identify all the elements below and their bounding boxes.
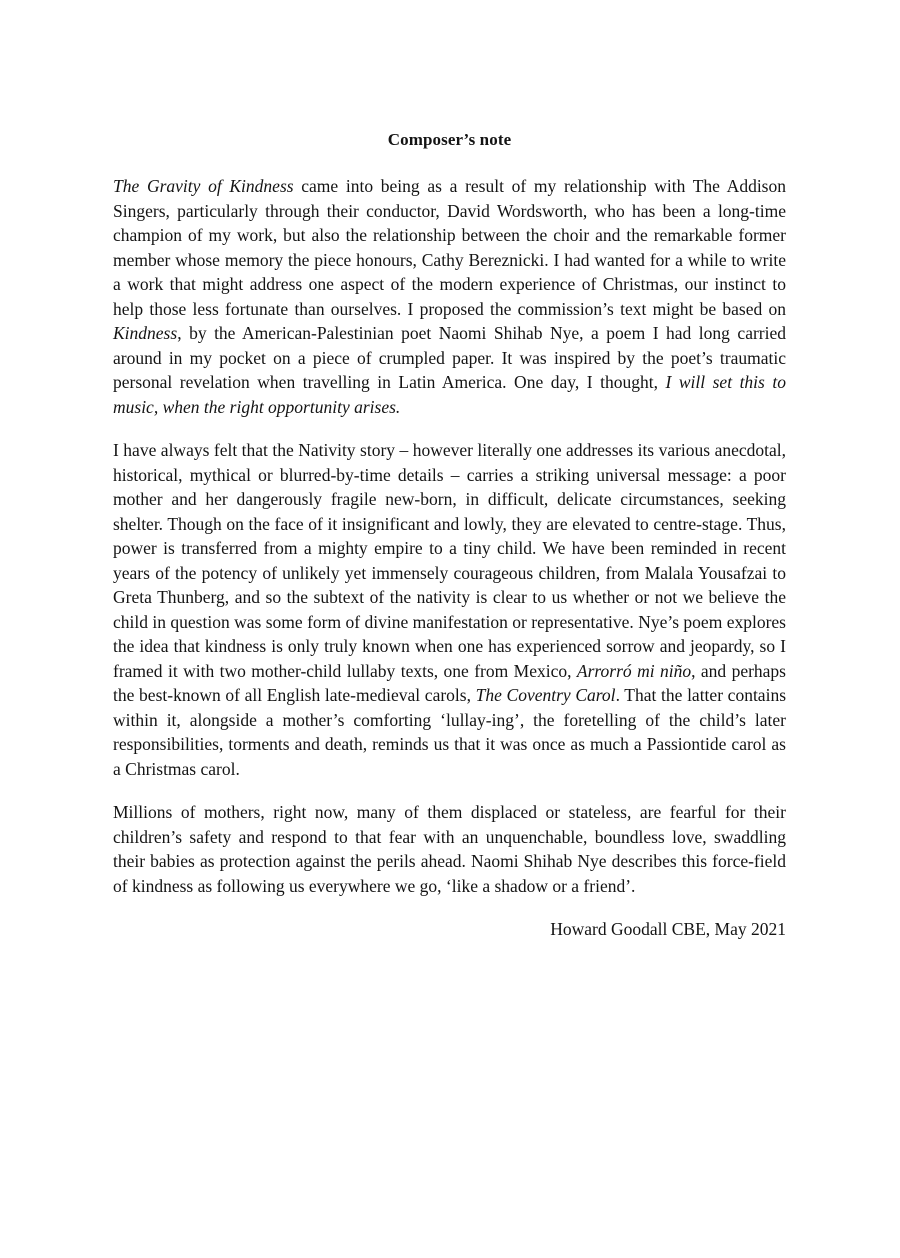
text-run: came into being as a result of my relationship with The Addison Singers, particularly through their conductor, David Wordsworth, who has been a long-time champion of my work, but also the relationship between the choir and the remarkable former member whose memory the piece honours, Cathy Bereznicki. I had wanted for a while to write a work that might address one aspect of the modern experience of Christmas, our instinct to help those less fortunate than ourselves. I proposed the commission’s text might be based on	[113, 176, 786, 319]
paragraph-2	[113, 438, 786, 781]
text-run: , by the American-Palestinian poet Naomi Shihab Nye, a poem I had long carried around in my pocket on a piece of crumpled paper. It was inspired by the poet’s traumatic personal revelation when travelling in Latin America. One day, I thought,	[113, 323, 786, 392]
italic-run: Arrorró mi niño	[576, 660, 692, 681]
paragraph-1	[113, 174, 786, 419]
italic-run: I will set this to music, when the right opportunity arises.	[113, 372, 786, 417]
text-run: Millions of mothers, right now, many of them displaced or stateless, are fearful for their children’s safety and respond to that fear with an unquenchable, boundless love, swaddling their babies as protection against the perils ahead. Naomi Shihab Nye describes this force-field of kindness as following us everywhere we go, ‘like a shadow or a friend’.	[113, 802, 786, 896]
text-run: , and perhaps the best-known of all English late-medieval carols,	[113, 660, 786, 705]
text-column	[113, 130, 786, 942]
paragraph-3	[113, 800, 786, 898]
text-run: . That the latter contains within it, alongside a mother’s comforting ‘lullay-ing’, the foretelling of the child’s later responsibilities, torments and death, reminds us that it was once as much a Passiontide carol as a Christmas carol.	[113, 685, 787, 779]
italic-run: Kindness	[113, 323, 178, 343]
page-title: Composer’s note	[387, 130, 512, 149]
italic-run: The Coventry Carol	[475, 685, 616, 705]
italic-run: The Gravity of Kindness	[113, 176, 294, 196]
signature: Howard Goodall CBE, May 2021	[550, 919, 786, 939]
text-run: I have always felt that the Nativity story – however literally one addresses its various anecdotal, historical, mythical or blurred-by-time details – carries a striking universal message: a poor mother and her dangerously fragile new-born, in difficult, delicate circumstances, seeking shelter. Though on the face of it insignificant and lowly, they are elevated to centre-stage. Thus, power is transferred from a mighty empire to a tiny child. We have been reminded in recent years of the potency of unlikely yet immensely courageous children, from Malala Yousafzai to Greta Thunberg, and so the subtext of the nativity is clear to us whether or not we believe the child in question was some form of divine manifestation or representative. Nye’s poem explores the idea that kindness is only truly known when one has experienced sorrow and jeopardy, so I framed it with two mother-child lullaby texts, one from Mexico,	[113, 440, 786, 681]
